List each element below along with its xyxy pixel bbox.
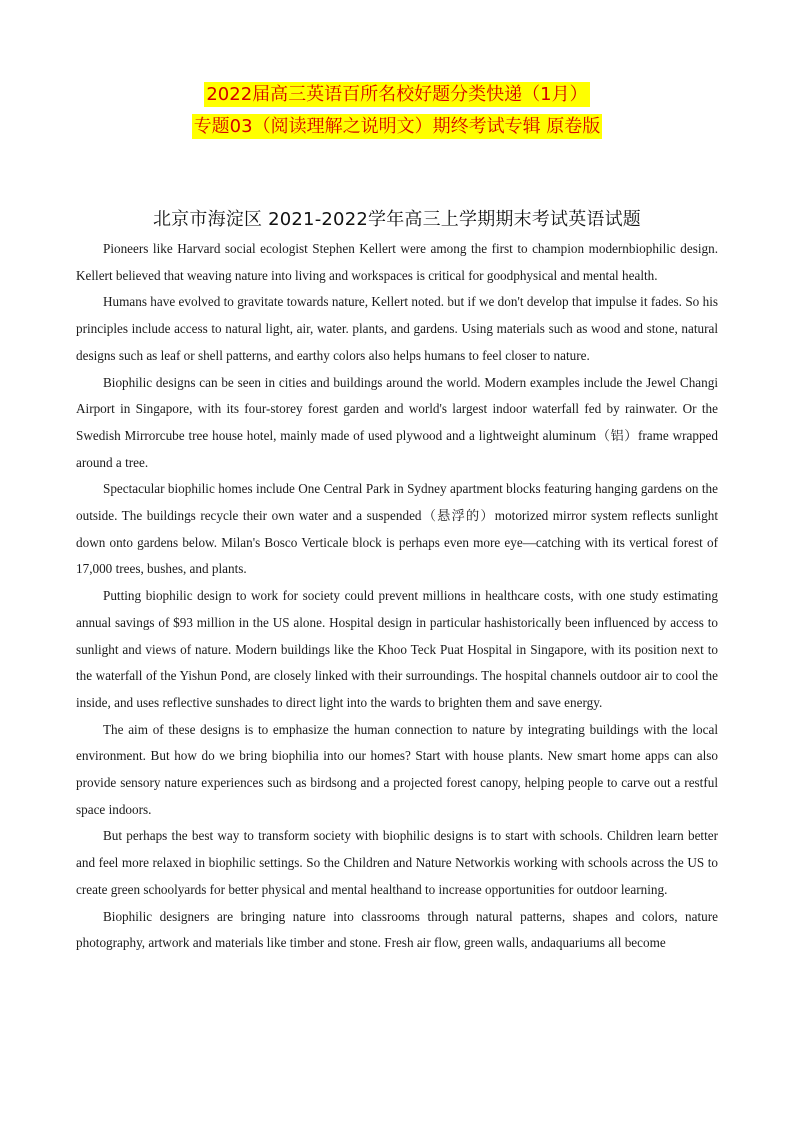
header-line-2 <box>0 112 794 142</box>
paragraph-7: But perhaps the best way to transform society with biophilic designs is to start with schools. Children learn better and feel more relaxed in biophilic settings. So the Children and Nature Networkis working with schools across the US to create green schoolyards for better physical and mental healthand to increase opportunities for outdoor learning. <box>76 828 718 897</box>
header-line-1 <box>0 80 794 110</box>
reading-passage <box>76 236 718 957</box>
paragraph-1: Pioneers like Harvard social ecologist Stephen Kellert were among the first to champion modernbiophilic design. Kellert believed that weaving nature into living and workspaces is critical for goodphysical and mental health. <box>76 241 718 283</box>
series-title: 2022届高三英语百所名校好题分类快递（1月） <box>206 84 588 105</box>
exam-title: 北京市海淀区 2021-2022学年高三上学期期末考试英语试题 <box>152 209 642 230</box>
paragraph-3: Biophilic designs can be seen in cities and buildings around the world. Modern examples include the Jewel Changi Airport in Singapore, with its four-storey forest garden and world's largest indoor waterfall fed by rainwater. Or the Swedish Mirrorcube tree house hotel, mainly made of used plywood and a lightweight aluminum（铝）frame wrapped around a tree. <box>76 374 718 470</box>
topic-subtitle: 专题03（阅读理解之说明文）期终考试专辑 原卷版 <box>193 116 601 137</box>
paragraph-6: The aim of these designs is to emphasize the human connection to nature by integrating buildings with the local environment. But how do we bring biophilia into our homes? Start with house plants. New smart home apps can also provide sensory nature experiences such as birdsong and a projected forest canopy, helping people to carve out a restful space indoors. <box>76 721 718 817</box>
document-header <box>0 80 794 142</box>
paragraph-8: Biophilic designers are bringing nature into classrooms through natural patterns, shapes and colors, nature photography, artwork and materials like timber and stone. Fresh air flow, green walls, andaquariums all become <box>76 908 718 951</box>
paragraph-2: Humans have evolved to gravitate towards nature, Kellert noted. but if we don't develop that impulse it fades. So his principles include access to natural light, air, water. plants, and gardens. Using materials such as wood and stone, natural designs such as leaf or shell patterns, and earthy colors also helps humans to feel closer to nature. <box>76 294 718 363</box>
paragraph-4: Spectacular biophilic homes include One Central Park in Sydney apartment blocks featuring hanging gardens on the outside. The buildings recycle their own water and a suspended（悬浮的）motorized mirror system reflects sunlight down onto gardens below. Milan's Bosco Verticale block is perhaps even more eye—catching with its vertical forest of 17,000 trees, bushes, and plants. <box>76 481 718 577</box>
paragraph-5: Putting biophilic design to work for society could prevent millions in healthcare costs, with one study estimating annual savings of $93 million in the US alone. Hospital design in particular hashistorically been influenced by access to sunlight and views of nature. Modern buildings like the Khoo Teck Puat Hospital in Singapore, with its position next to the waterfall of the Yishun Pond, are closely linked with their surroundings. The hospital channels outdoor air to cool the inside, and uses reflective sunshades to direct light into the wards to brighten them and save energy. <box>76 588 718 710</box>
